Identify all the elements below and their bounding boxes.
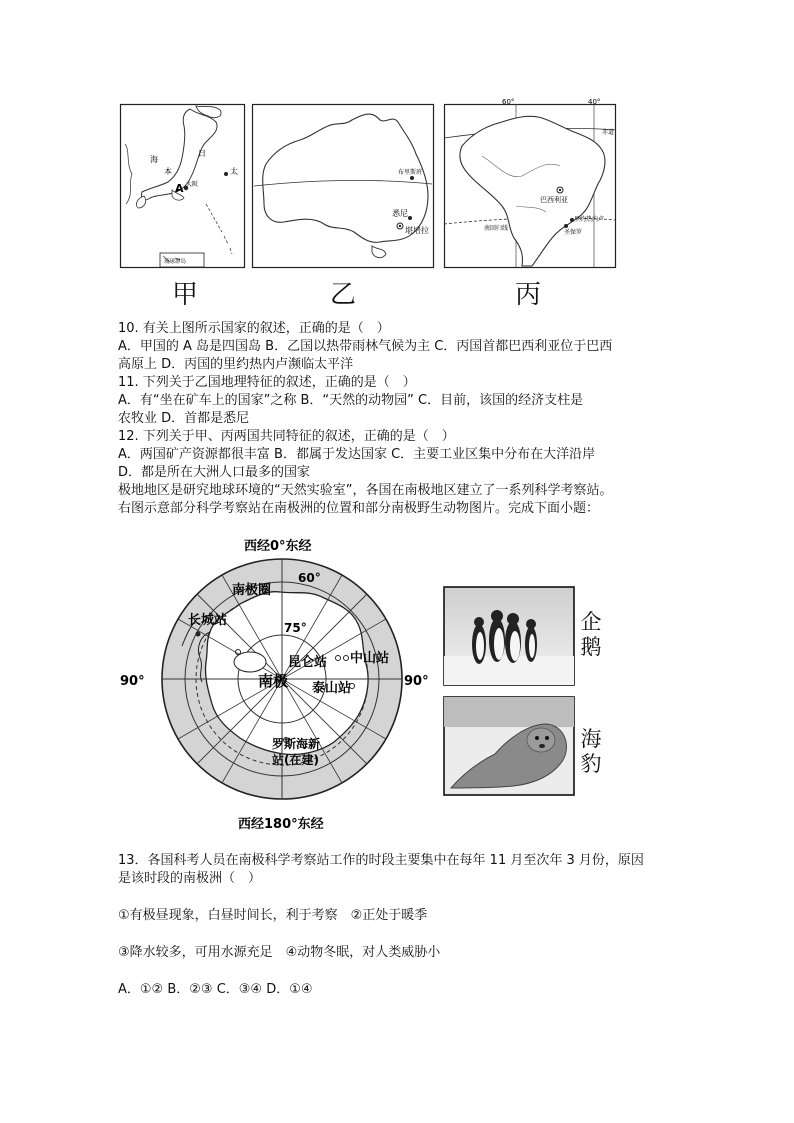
map-label: 40° [588, 98, 601, 106]
map-label: 日 [198, 149, 206, 158]
map-label: 大阪 [186, 181, 199, 188]
latitude-75-label: 75° [284, 621, 307, 635]
map-caption-yi: 乙 [330, 280, 357, 310]
map-label: 赤道 [602, 129, 615, 136]
station-kunlun: 昆仑站 [288, 655, 328, 670]
animal-label-penguin-1: 企 [580, 610, 602, 634]
map-label: 悉尼 [392, 209, 408, 218]
question-13-stem: 13．各国科考人员在南极科学考察站工作的时段主要集中在每年 11 月至次年 3 月份，原因 [118, 853, 644, 868]
penguin-photo [443, 586, 575, 686]
meridian-0-label: 西经0°东经 [244, 539, 312, 554]
animal-label-penguin-2: 鹅 [580, 635, 602, 659]
australia-map [252, 104, 434, 268]
japan-map [120, 104, 245, 268]
question-13-statements-1: ①有极昼现象，白昼时间长，利于考察 ②正处于暖季 [118, 908, 428, 923]
map-caption-jia: 甲 [172, 280, 199, 310]
map-label: 琉球群岛 [164, 259, 187, 265]
meridian-180-label: 西经180°东经 [238, 817, 324, 832]
station-rossi-line2: 站(在建) [272, 753, 319, 767]
map-label: 本 [164, 167, 172, 176]
question-12-options-cont: D．都是所在大洲人口最多的国家 [118, 465, 311, 480]
question-12-stem: 12. 下列关于甲、丙两国共同特征的叙述，正确的是（ ） [118, 429, 455, 444]
meridian-90w-label: 90° [120, 674, 145, 689]
station-taishan: 泰山站 [312, 681, 352, 696]
antarctica-polar-map [120, 532, 440, 832]
map-label: 布里斯班 [398, 169, 423, 176]
map-label: 里约热内卢 [574, 216, 605, 223]
station-zhongshan: 中山站 [350, 651, 390, 666]
map-label: 60° [502, 98, 515, 106]
question-13-statements-2: ③降水较多，可用水源充足 ④动物冬眠，对人类威胁小 [118, 945, 441, 960]
map-label: 堪培拉 [405, 226, 429, 235]
station-changcheng: 长城站 [188, 613, 228, 628]
map-label: 海 [150, 155, 158, 164]
question-10-options: A．甲国的 A 岛是四国岛 B．乙国以热带雨林气候为主 C．丙国首都巴西利亚位于巴西 [118, 339, 613, 354]
seal-photo [443, 696, 575, 796]
animal-label-seal-2: 豹 [580, 752, 602, 776]
question-11-options-cont: 农牧业 D．首都是悉尼 [118, 411, 250, 426]
antarctic-circle-label: 南极圈 [232, 583, 272, 598]
map-label: 巴西利亚 [540, 196, 568, 204]
map-label: 圣保罗 [564, 229, 583, 236]
map-label: A [175, 182, 184, 195]
question-10-options-cont: 高原上 D．丙国的里约热内卢濒临太平洋 [118, 357, 354, 372]
question-13-choices: A．①② B．②③ C．③④ D．①④ [118, 982, 313, 997]
question-10-stem: 10. 有关上图所示国家的叙述，正确的是（ ） [118, 321, 390, 336]
map-caption-bing: 丙 [515, 280, 542, 310]
question-11-stem: 11. 下列关于乙国地理特征的叙述，正确的是（ ） [118, 375, 416, 390]
question-12-options: A．两国矿产资源都很丰富 B．都属于发达国家 C．主要工业区集中分布在大洋沿岸 [118, 447, 596, 462]
question-11-options: A．有“坐在矿车上的国家”之称 B．“天然的动物园” C．目前，该国的经济支柱是 [118, 393, 584, 408]
intro-line-1: 极地地区是研究地球环境的“天然实验室”，各国在南极地区建立了一系列科学考察站。 [118, 483, 613, 498]
map-label: 南回归线 [484, 225, 509, 232]
animal-label-seal-1: 海 [580, 727, 602, 751]
intro-line-2: 右图示意部分科学考察站在南极洲的位置和部分南极野生动物图片。完成下面小题： [118, 501, 600, 516]
meridian-90e-label: 90° [404, 674, 429, 689]
south-pole-label: 南极 [258, 672, 289, 690]
station-rossi-line1: 罗斯海新 [272, 737, 321, 751]
map-label: 太 [230, 167, 238, 176]
latitude-60-label: 60° [298, 571, 321, 585]
brazil-map [442, 96, 618, 268]
question-13-stem-cont: 是该时段的南极洲（ ） [118, 871, 262, 886]
